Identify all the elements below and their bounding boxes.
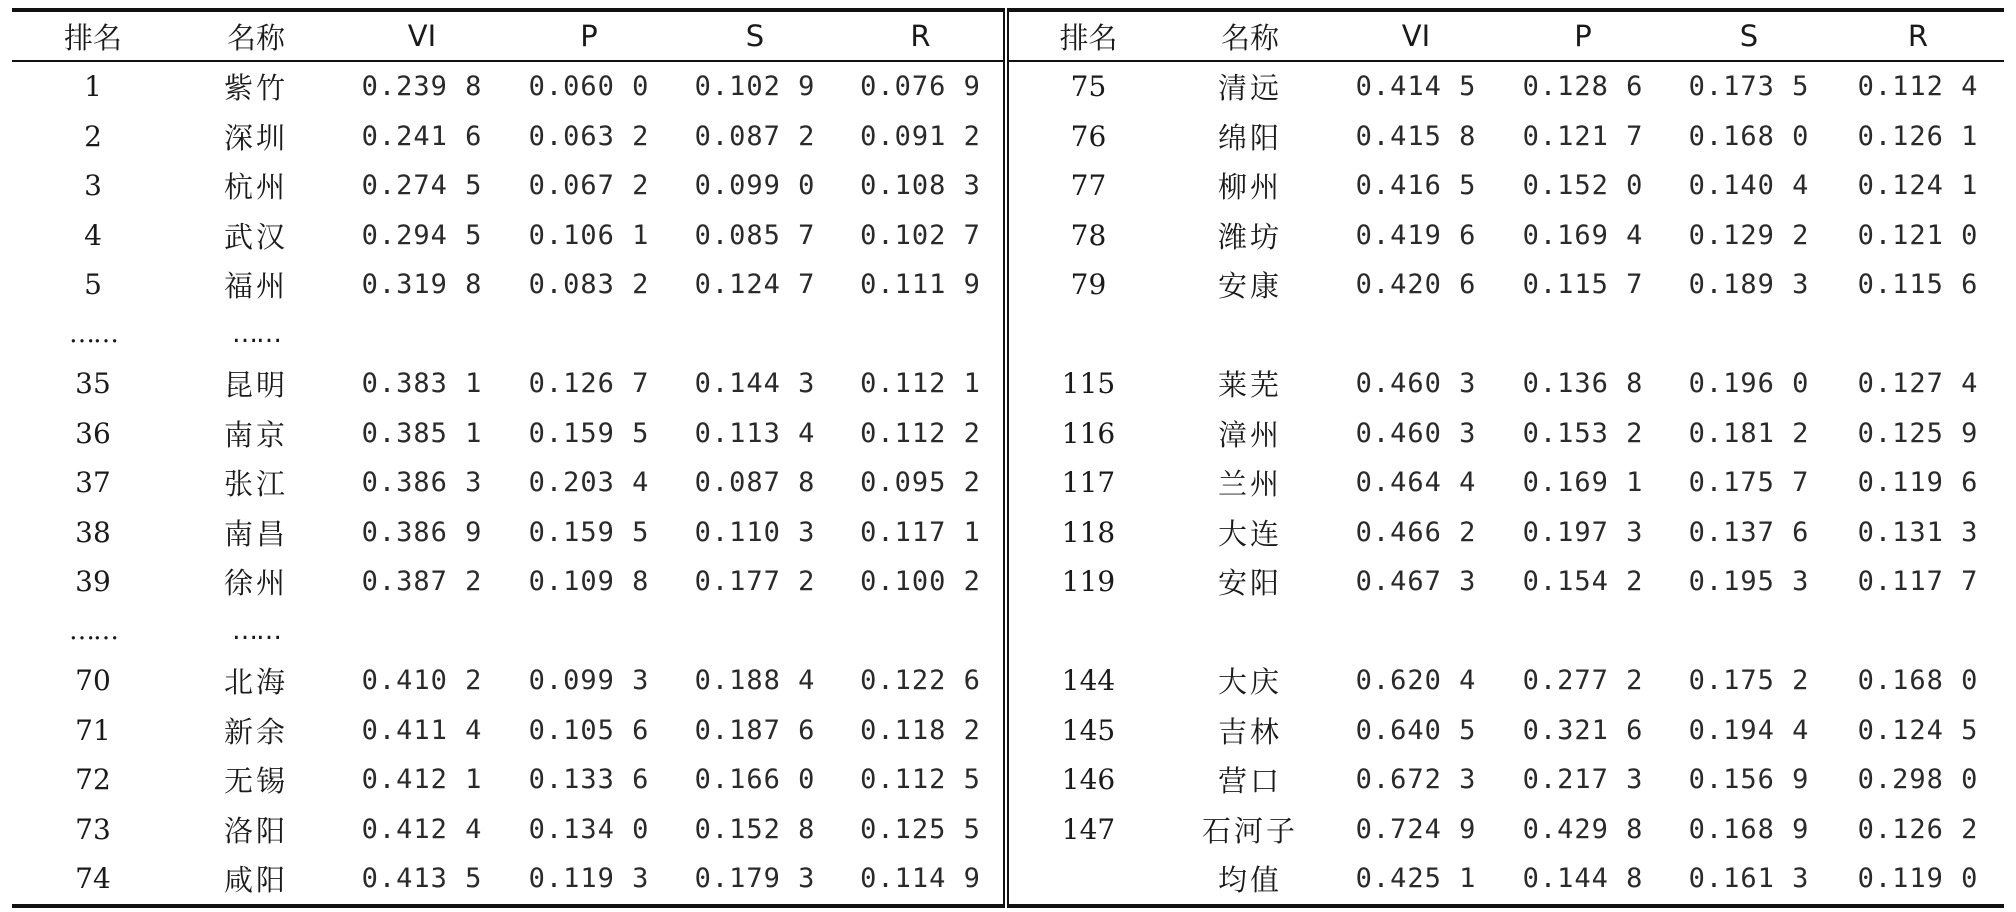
cell-s-right: 0.168 0 [1688,120,1810,152]
table-row [12,409,2004,459]
cell-r-left: 0.122 6 [838,656,1006,706]
cell-s-left: 0.177 2 [694,566,816,598]
table-row [12,508,2004,558]
cell-s-left: 0.166 0 [694,764,816,796]
cell-rank-left: 71 [75,713,111,747]
cell-p-right: 0.429 8 [1522,813,1644,845]
cell-s-right: 0.194 4 [1688,714,1810,746]
cell-s-right [1666,310,1832,360]
cell-s-right: 0.161 3 [1688,863,1810,895]
cell-name-right: 清远 [1217,71,1282,106]
cell-s-left: 0.152 8 [694,813,816,845]
cell-name-right: 大庆 [1217,665,1282,700]
header-vi-right: VI [1401,19,1431,53]
cell-s-right: 0.175 7 [1688,467,1810,499]
cell-r-left: 0.112 1 [838,359,1006,409]
cell-name-left: 武汉 [223,219,288,254]
cell-name-left: 深圳 [223,120,288,155]
cell-r-left: 0.117 1 [838,508,1006,558]
cell-name-right: 均值 [1217,863,1282,898]
table-row [12,359,2004,409]
cell-vi-right: 0.620 4 [1355,665,1477,697]
cell-name-right [1168,310,1332,360]
cell-rank-right: 77 [1070,169,1107,203]
cell-p-right: 0.144 8 [1522,863,1644,895]
cell-p-right: 0.153 2 [1522,417,1644,449]
header-vi-left: VI [407,19,437,53]
cell-p-right: 0.169 1 [1522,467,1644,499]
cell-p-right: 0.277 2 [1522,665,1644,697]
cell-vi-right: 0.420 6 [1355,269,1477,301]
header-r-left: R [838,10,1006,61]
cell-rank-left: 1 [84,70,102,104]
cell-vi-left: 0.413 5 [361,863,483,895]
cell-s-right: 0.196 0 [1688,368,1810,400]
cell-vi-left: 0.294 5 [361,219,483,251]
header-name-left: 名称 [226,20,285,55]
cell-vi-left [338,607,506,657]
cell-r-right [1832,607,2004,657]
cell-p-left: 0.067 2 [528,170,650,202]
cell-p-left: 0.106 1 [528,219,650,251]
cell-rank-right: 76 [1070,119,1107,153]
cell-s-left: 0.187 6 [694,714,816,746]
cell-vi-left: 0.410 2 [361,665,483,697]
cell-p-right: 0.169 4 [1522,219,1644,251]
cell-vi-right: 0.416 5 [1355,170,1477,202]
cell-name-right: 安康 [1217,269,1282,304]
table-row [12,310,2004,360]
cell-name-right: 安阳 [1217,566,1282,601]
cell-r-left [838,607,1006,657]
cell-rank-right: 78 [1070,218,1107,252]
cell-vi-left: 0.386 3 [361,467,483,499]
header-p-right: P [1574,19,1592,53]
table-row [12,61,2004,112]
cell-s-right: 0.168 9 [1688,813,1810,845]
cell-p-left: 0.109 8 [528,566,650,598]
cell-vi-left [338,310,506,360]
cell-r-left: 0.102 7 [838,211,1006,261]
cell-name-right: 兰州 [1217,467,1282,502]
header-row [12,10,2004,61]
cell-rank-right: 146 [1061,763,1116,797]
cell-vi-left: 0.411 4 [361,714,483,746]
table-row [12,755,2004,805]
cell-r-right: 0.125 9 [1857,417,1979,449]
cell-name-right: 潍坊 [1217,219,1282,254]
cell-p-left: 0.159 5 [528,516,650,548]
cell-r-right: 0.124 5 [1857,714,1979,746]
cell-vi-right: 0.466 2 [1355,516,1477,548]
cell-s-right: 0.156 9 [1688,764,1810,796]
cell-name-left: 徐州 [223,566,288,601]
table-row [12,557,2004,607]
cell-rank-right: 145 [1061,713,1116,747]
cell-vi-right: 0.425 1 [1355,863,1477,895]
cell-rank-left: 37 [75,466,111,500]
cell-s-left [672,607,838,657]
header-r-right: R [1907,19,1929,53]
cell-name-left: 福州 [223,269,288,304]
cell-p-right: 0.115 7 [1522,269,1644,301]
cell-s-left: 0.110 3 [694,516,816,548]
cell-r-right: 0.121 0 [1857,219,1979,251]
cell-s-right: 0.129 2 [1688,219,1810,251]
cell-p-left: 0.099 3 [528,665,650,697]
cell-vi-left: 0.385 1 [361,417,483,449]
cell-vi-left: 0.319 8 [361,269,483,301]
cell-name-left: 无锡 [223,764,288,799]
cell-p-right: 0.152 0 [1522,170,1644,202]
cell-name-left: 昆明 [223,368,288,403]
cell-vi-left: 0.241 6 [361,120,483,152]
cell-rank-left: 38 [75,515,111,549]
cell-p-left [506,310,672,360]
cell-vi-right: 0.672 3 [1355,764,1477,796]
cell-name-left: 北海 [223,665,288,700]
table-body [12,61,2004,906]
cell-s-right: 0.140 4 [1688,170,1810,202]
cell-rank-left: 72 [75,763,111,797]
cell-r-left [838,310,1006,360]
cell-p-right: 0.154 2 [1522,566,1644,598]
cell-rank-left: 3 [84,169,102,203]
cell-rank-left: 74 [75,862,111,896]
cell-rank-right: 147 [1061,812,1116,846]
cell-s-right: 0.189 3 [1688,269,1810,301]
cell-vi-right [1332,607,1500,657]
cell-vi-right: 0.460 3 [1355,417,1477,449]
cell-r-right: 0.126 1 [1857,120,1979,152]
cell-name-left: …… [232,319,280,350]
cell-p-left: 0.060 0 [528,71,650,103]
cell-vi-left: 0.412 4 [361,813,483,845]
cell-name-left: 张江 [223,467,288,502]
cell-r-right: 0.168 0 [1857,665,1979,697]
cell-rank-right: 117 [1061,466,1116,500]
cell-name-left: 南京 [223,417,288,452]
cell-r-left: 0.118 2 [838,706,1006,756]
cell-p-left: 0.105 6 [528,714,650,746]
table-row [12,112,2004,162]
cell-rank-left: 73 [75,812,111,846]
header-rank-right: 排名 [1059,20,1118,55]
header-s-right: S [1739,19,1759,53]
cell-vi-left: 0.412 1 [361,764,483,796]
cell-s-right: 0.175 2 [1688,665,1810,697]
cell-rank-right: 115 [1061,367,1116,401]
cell-r-left: 0.095 2 [838,458,1006,508]
cell-name-right: 营口 [1217,764,1282,799]
cell-vi-right: 0.724 9 [1355,813,1477,845]
cell-name-left: …… [232,616,280,647]
table-row [12,607,2004,657]
cell-s-left: 0.085 7 [694,219,816,251]
cell-p-right: 0.321 6 [1522,714,1644,746]
cell-p-left: 0.119 3 [528,863,650,895]
table-row [12,161,2004,211]
cell-vi-left: 0.383 1 [361,368,483,400]
cell-r-right: 0.298 0 [1857,764,1979,796]
cell-p-right: 0.197 3 [1522,516,1644,548]
table-row [12,805,2004,855]
cell-p-left: 0.134 0 [528,813,650,845]
cell-rank-left: 5 [84,268,102,302]
cell-name-left: 新余 [223,714,288,749]
cell-rank-right [1006,854,1168,906]
cell-s-left: 0.102 9 [694,71,816,103]
cell-rank-left: 36 [75,416,111,450]
cell-name-right: 绵阳 [1217,120,1282,155]
cell-name-right: 漳州 [1217,417,1282,452]
cell-r-left: 0.076 9 [838,61,1006,112]
cell-name-left: 南昌 [223,516,288,551]
cell-rank-left: …… [69,616,117,647]
cell-name-right: 柳州 [1217,170,1282,205]
cell-r-right: 0.124 1 [1857,170,1979,202]
cell-name-right: 吉林 [1217,714,1282,749]
cell-s-right: 0.181 2 [1688,417,1810,449]
cell-vi-right: 0.419 6 [1355,219,1477,251]
cell-r-left: 0.112 5 [838,755,1006,805]
header-rank-left: 排名 [63,20,122,55]
table-row [12,854,2004,906]
cell-s-right: 0.173 5 [1688,71,1810,103]
cell-r-left: 0.100 2 [838,557,1006,607]
cell-r-left: 0.091 2 [838,112,1006,162]
cell-rank-left: …… [69,319,117,350]
cell-s-left: 0.124 7 [694,269,816,301]
cell-rank-left: 2 [84,119,102,153]
cell-p-left [506,607,672,657]
table-row [12,706,2004,756]
cell-p-left: 0.063 2 [528,120,650,152]
cell-rank-left: 39 [75,565,111,599]
cell-rank-right: 116 [1061,416,1116,450]
cell-s-left: 0.179 3 [694,863,816,895]
cell-name-left: 紫竹 [223,71,288,106]
cell-vi-left: 0.239 8 [361,71,483,103]
cell-s-left [672,310,838,360]
header-name-right: 名称 [1220,20,1279,55]
cell-r-right: 0.117 7 [1857,566,1979,598]
cell-s-left: 0.087 8 [694,467,816,499]
cell-r-left: 0.111 9 [838,260,1006,310]
cell-vi-left: 0.387 2 [361,566,483,598]
cell-p-left: 0.083 2 [528,269,650,301]
cell-s-right [1666,607,1832,657]
table-row [12,211,2004,261]
cell-rank-right: 144 [1061,664,1116,698]
cell-r-right [1832,310,2004,360]
table-row [12,458,2004,508]
cell-rank-right: 75 [1070,70,1107,104]
cell-p-left: 0.203 4 [528,467,650,499]
cell-rank-right: 118 [1061,515,1116,549]
table-row [12,260,2004,310]
cell-r-right: 0.115 6 [1857,269,1979,301]
cell-s-right: 0.137 6 [1688,516,1810,548]
cell-name-right: 石河子 [1201,813,1298,848]
cell-p-right [1500,310,1666,360]
cell-name-left: 杭州 [223,170,288,205]
cell-vi-right: 0.460 3 [1355,368,1477,400]
cell-p-left: 0.126 7 [528,368,650,400]
cell-p-left: 0.159 5 [528,417,650,449]
cell-vi-left: 0.274 5 [361,170,483,202]
cell-rank-right: 119 [1061,565,1116,599]
cell-s-left: 0.144 3 [694,368,816,400]
cell-vi-right [1332,310,1500,360]
cell-name-right [1168,607,1332,657]
cell-r-right: 0.112 4 [1857,71,1979,103]
cell-vi-right: 0.640 5 [1355,714,1477,746]
cell-name-left: 洛阳 [223,813,288,848]
cell-vi-right: 0.464 4 [1355,467,1477,499]
cell-s-left: 0.113 4 [694,417,816,449]
header-p-left: P [580,19,598,53]
cell-vi-left: 0.386 9 [361,516,483,548]
cell-rank-left: 35 [75,367,111,401]
cell-p-right [1500,607,1666,657]
cell-s-left: 0.099 0 [694,170,816,202]
ranking-table [12,8,2004,908]
cell-rank-left: 4 [84,218,102,252]
cell-p-right: 0.128 6 [1522,71,1644,103]
cell-r-right: 0.119 0 [1857,863,1979,895]
cell-vi-right: 0.467 3 [1355,566,1477,598]
cell-rank-right: 79 [1070,268,1107,302]
cell-r-right: 0.131 3 [1857,516,1979,548]
cell-p-right: 0.121 7 [1522,120,1644,152]
cell-name-left: 咸阳 [223,863,288,898]
cell-s-left: 0.087 2 [694,120,816,152]
cell-r-left: 0.108 3 [838,161,1006,211]
cell-rank-right [1006,607,1168,657]
cell-r-right: 0.126 2 [1857,813,1979,845]
header-s-left: S [745,19,765,53]
cell-r-right: 0.127 4 [1857,368,1979,400]
cell-name-right: 大连 [1217,516,1282,551]
cell-s-right: 0.195 3 [1688,566,1810,598]
cell-r-left: 0.114 9 [838,854,1006,906]
cell-p-right: 0.217 3 [1522,764,1644,796]
cell-s-left: 0.188 4 [694,665,816,697]
cell-r-right: 0.119 6 [1857,467,1979,499]
cell-r-left: 0.112 2 [838,409,1006,459]
cell-name-right: 莱芜 [1217,368,1282,403]
cell-rank-right [1006,310,1168,360]
cell-vi-right: 0.415 8 [1355,120,1477,152]
cell-p-left: 0.133 6 [528,764,650,796]
table-row [12,656,2004,706]
cell-r-left: 0.125 5 [838,805,1006,855]
cell-p-right: 0.136 8 [1522,368,1644,400]
cell-rank-left: 70 [75,664,111,698]
cell-vi-right: 0.414 5 [1355,71,1477,103]
